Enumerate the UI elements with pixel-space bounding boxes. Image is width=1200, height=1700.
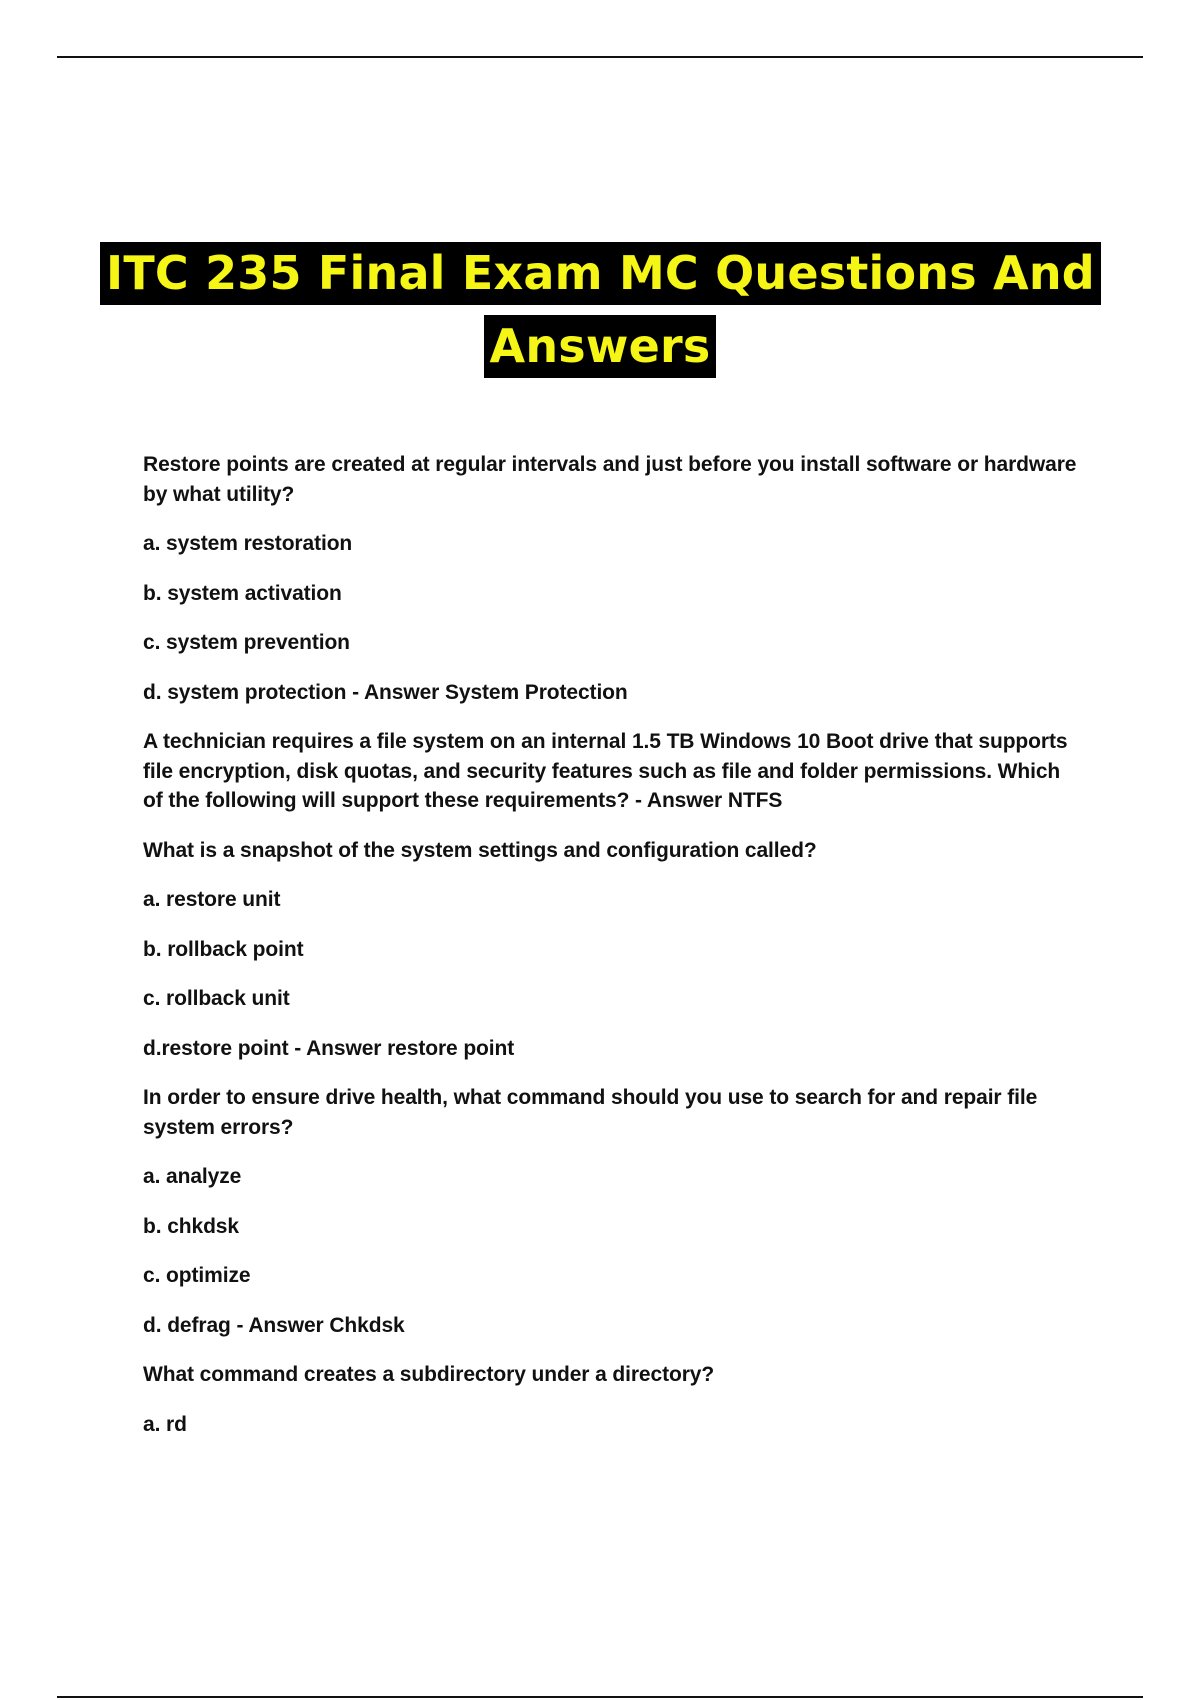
question-3-option-c: c. rollback unit — [143, 987, 290, 1010]
question-3: What is a snapshot of the system settings and configuration called? — [143, 838, 817, 862]
footer-rule — [57, 1696, 1143, 1698]
title-line-1: ITC 235 Final Exam MC Questions And — [100, 242, 1101, 305]
question-1: Restore points are created at regular intervals and just before you install software or hardware by what utility? — [143, 453, 1077, 506]
question-2-with-answer: A technician requires a file system on an internal 1.5 TB Windows 10 Boot drive that supports file encryption, disk quotas, and security features such as file and folder permissions. Which of the following will support these requirements? - Answer NTFS — [143, 730, 1068, 812]
question-1-option-d-answer: d. system protection - Answer System Protection — [143, 680, 628, 704]
question-4-option-a: a. analyze — [143, 1165, 242, 1188]
question-4-option-c: c. optimize — [143, 1264, 251, 1287]
question-1-option-c: c. system prevention — [143, 631, 350, 654]
question-4-option-d-answer: d. defrag - Answer Chkdsk — [143, 1313, 405, 1337]
question-3-option-a: a. restore unit — [143, 888, 281, 911]
question-3-option-d-answer: d.restore point - Answer restore point — [143, 1036, 515, 1060]
title-line-2: Answers — [484, 315, 717, 378]
document-title — [100, 242, 1100, 378]
question-5-option-a: a. rd — [143, 1412, 187, 1436]
question-4: In order to ensure drive health, what command should you use to search for and repair file system errors? — [143, 1086, 1038, 1139]
question-4-option-b: b. chkdsk — [143, 1214, 239, 1238]
question-3-option-b: b. rollback point — [143, 937, 304, 961]
document-body — [143, 450, 1083, 1459]
question-1-option-a: a. system restoration — [143, 532, 353, 555]
header-rule — [57, 56, 1143, 58]
question-5: What command creates a subdirectory under a directory? — [143, 1363, 715, 1386]
question-1-option-b: b. system activation — [143, 581, 342, 605]
